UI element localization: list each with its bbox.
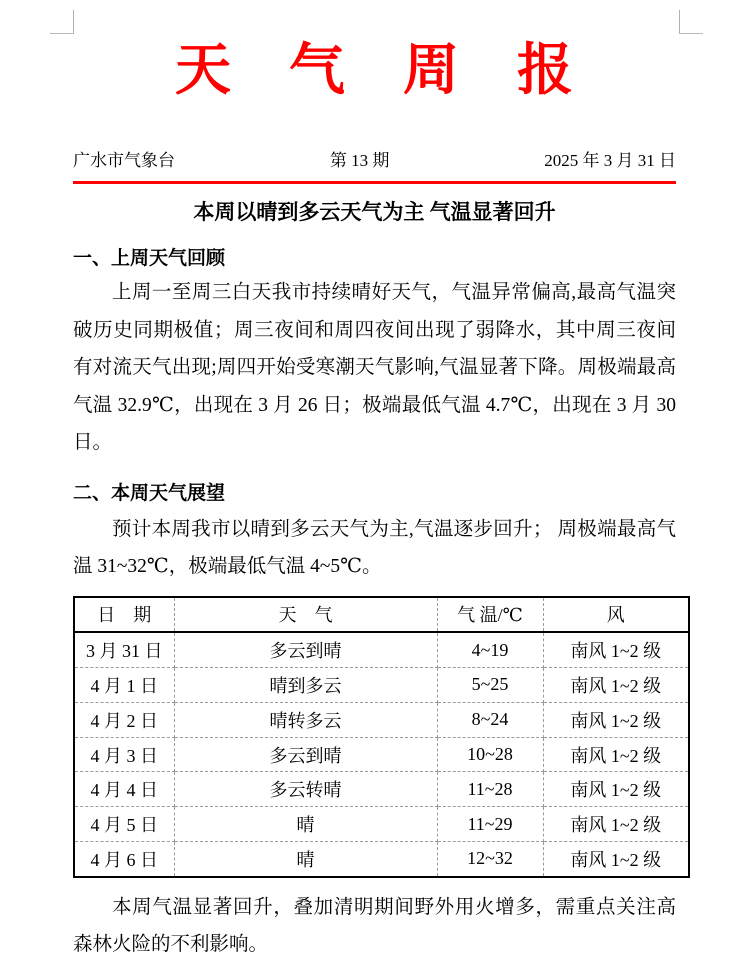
- cell-date: 4 月 4 日: [74, 772, 174, 807]
- header-date: 日 期: [74, 597, 174, 633]
- cell-date: 4 月 6 日: [74, 842, 174, 877]
- header-weather: 天 气: [174, 597, 437, 633]
- cell-temp: 10~28: [437, 737, 543, 772]
- cell-weather: 多云到晴: [174, 632, 437, 667]
- cell-temp: 11~28: [437, 772, 543, 807]
- table-row: [74, 668, 689, 703]
- page-corner-mark-top-right: [679, 10, 703, 34]
- cell-temp: 4~19: [437, 632, 543, 667]
- page-corner-mark-top-left: [50, 10, 74, 34]
- cell-weather: 晴: [174, 807, 437, 842]
- header-temp: 气 温/℃: [437, 597, 543, 633]
- cell-temp: 11~29: [437, 807, 543, 842]
- section-1-heading: 一、上周天气回顾: [73, 248, 226, 269]
- table-row: [74, 702, 689, 737]
- cell-temp: 8~24: [437, 702, 543, 737]
- cell-weather: 多云转晴: [174, 772, 437, 807]
- issue-number: 第 13 期: [329, 151, 390, 170]
- cell-date: 4 月 2 日: [74, 702, 174, 737]
- cell-date: 4 月 5 日: [74, 807, 174, 842]
- table-row: [74, 737, 689, 772]
- table-row: [74, 772, 689, 807]
- section-2-heading: 二、本周天气展望: [73, 482, 226, 504]
- header-wind: 风: [543, 597, 689, 633]
- issuing-agency: 广水市气象台: [73, 151, 175, 170]
- document-title: 天 气 周 报: [175, 40, 574, 102]
- issue-date: 2025 年 3 月 31 日: [544, 151, 676, 170]
- table-header-row: [74, 597, 689, 633]
- cell-date: 4 月 3 日: [74, 737, 174, 772]
- closing-paragraph: 本周气温显著回升，叠加清明期间野外用火增多，需重点关注高森林火险的不利影响。: [73, 896, 676, 956]
- table-row: [74, 842, 689, 877]
- masthead: [73, 150, 676, 184]
- table-row: [74, 807, 689, 842]
- cell-date: 3 月 31 日: [74, 632, 174, 667]
- cell-wind: 南风 1~2 级: [543, 702, 689, 737]
- table-row: [74, 632, 689, 667]
- section-2-paragraph: 预计本周我市以晴到多云天气为主,气温逐步回升； 周极端最高气温 31~32℃，极端最低气温 4~5℃。: [73, 518, 676, 577]
- forecast-table: [73, 596, 690, 878]
- cell-weather: 多云到晴: [174, 737, 437, 772]
- cell-wind: 南风 1~2 级: [543, 737, 689, 772]
- cell-wind: 南风 1~2 级: [543, 807, 689, 842]
- report-headline: 本周以晴到多云天气为主 气温显著回升: [193, 200, 556, 224]
- cell-weather: 晴: [174, 842, 437, 877]
- cell-wind: 南风 1~2 级: [543, 842, 689, 877]
- cell-temp: 12~32: [437, 842, 543, 877]
- document-body: [73, 0, 676, 964]
- cell-weather: 晴转多云: [174, 702, 437, 737]
- cell-wind: 南风 1~2 级: [543, 632, 689, 667]
- cell-wind: 南风 1~2 级: [543, 772, 689, 807]
- cell-date: 4 月 1 日: [74, 668, 174, 703]
- cell-weather: 晴到多云: [174, 668, 437, 703]
- cell-wind: 南风 1~2 级: [543, 668, 689, 703]
- section-1-paragraph: 上周一至周三白天我市持续晴好天气，气温异常偏高,最高气温突破历史同期极值；周三夜间和周四夜间出现了弱降水，其中周三夜间有对流天气出现;周四开始受寒潮天气影响,气温显著下降。周极端最高气温 32.9℃，出现在 3 月 26 日；极端最低气温 4.7℃，出现在 3 月 30 日。: [73, 282, 676, 453]
- cell-temp: 5~25: [437, 668, 543, 703]
